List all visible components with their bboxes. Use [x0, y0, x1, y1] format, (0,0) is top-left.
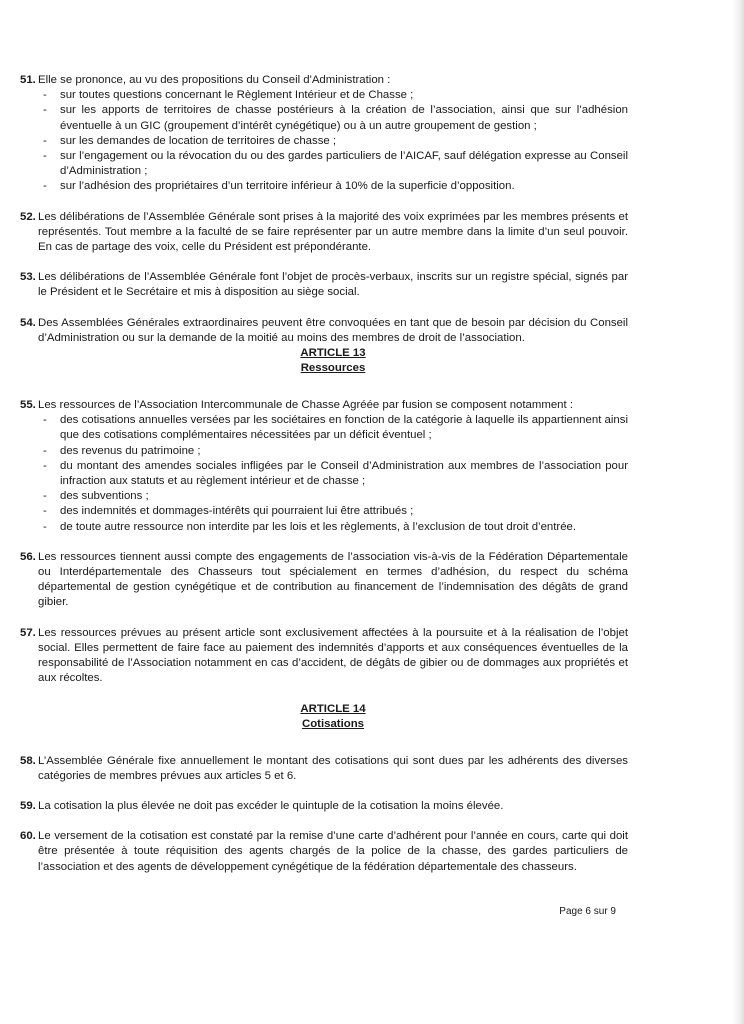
list-item: - sur les apports de territoires de chasse postérieurs à la création de l’association, ainsi que sur l’adhésion éventuelle à un GIC (groupement d’intérêt cynégétique) ou à un autre groupement de gestion ; [38, 103, 628, 133]
paragraph-number: 51. [20, 74, 36, 86]
paragraph-intro: Les ressources de l’Association Intercommunale de Chasse Agréée par fusion se composent notamment : [38, 399, 574, 412]
paragraph-60 [20, 829, 628, 875]
paragraph-text: La cotisation la plus élevée ne doit pas excéder le quintuple de la cotisation la moins élevée. [38, 799, 504, 812]
list-item: - des cotisations annuelles versées par les sociétaires en fonction de la catégorie à laquelle ils appartiennent ainsi que des cotisations complémentaires nécessitées par un déficit éventuel ; [38, 413, 628, 443]
paragraph-text: Des Assemblées Générales extraordinaires peuvent être convoquées en tant que de besoin par décision du Conseil d’Administration ou sur la demande de la moitié au moins des membres de droit de l’association. [38, 316, 628, 344]
paragraph-number: 56. [20, 550, 36, 563]
list-item: - des revenus du patrimoine ; [38, 444, 628, 459]
paragraph-number: 58. [20, 754, 36, 767]
paragraph-text: Le versement de la cotisation est constaté par la remise d’une carte d’adhérent pour l’année en cours, carte qui doit être présentée à toute réquisition des agents chargés de la police de la chasse, des gardes particuliers de l’association et des agents de développement cynégétique de la fédération départementale des chasseurs. [38, 830, 628, 873]
paragraph-number: 55. [20, 399, 36, 412]
paragraph-number: 57. [20, 626, 36, 639]
paragraph-text: Les ressources prévues au présent article sont exclusivement affectées à la poursuite et à la réalisation de l’objet social. Elles permettent de faire face au paiement des indemnités d’apports et aux conséquences éventuelles de la responsabilité de l’Association notamment en cas d’accident, de dégâts de gibier ou de dommages aux propriétés et aux récoltes. [38, 626, 628, 685]
paragraph-51 [20, 73, 628, 195]
paragraph-intro: Elle se prononce, au vu des propositions du Conseil d'Administration : [38, 74, 391, 86]
list-item: - du montant des amendes sociales infligées par le Conseil d’Administration aux membres de l’association pour infraction aux statuts et au règlement intérieur et de chasse ; [38, 459, 628, 489]
bullet-list [38, 413, 628, 535]
scan-edge-shadow [732, 0, 744, 1024]
paragraph-text: L’Assemblée Générale fixe annuellement le montant des cotisations qui sont dues par les adhérents des diverses catégories de membres prévues aux articles 5 et 6. [38, 754, 628, 782]
paragraph-number: 59. [20, 799, 36, 812]
list-item: - sur les demandes de location de territoires de chasse ; [38, 134, 628, 149]
article-13-title: ARTICLE 13 [300, 347, 366, 360]
list-item: - des indemnités et dommages-intérêts qui pourraient lui être attribués ; [38, 504, 628, 519]
paragraph-58 [20, 754, 628, 784]
list-item: - des subventions ; [38, 489, 628, 504]
bullet-list [38, 88, 628, 194]
paragraph-text: Les délibérations de l’Assemblée Générale font l’objet de procès-verbaux, inscrits sur un registre spécial, signés par le Président et le Secrétaire et mis à disposition au siège social. [38, 271, 628, 299]
paragraph-number: 60. [20, 830, 36, 843]
paragraph-number: 53. [20, 271, 36, 284]
list-item: - de toute autre ressource non interdite par les lois et les règlements, à l’exclusion de tout droit d’entrée. [38, 520, 628, 535]
list-item: - sur l’adhésion des propriétaires d’un territoire inférieur à 10% de la superficie d’opposition. [38, 179, 628, 194]
list-item: - sur l’engagement ou la révocation du ou des gardes particuliers de l’AICAF, sauf délégation expresse au Conseil d’Administration ; [38, 149, 628, 179]
paragraph-53 [20, 270, 628, 300]
page-number: Page 6 sur 9 [559, 906, 616, 917]
paragraph-56 [20, 550, 628, 611]
paragraph-number: 54. [20, 316, 36, 329]
document-body [20, 73, 628, 875]
paragraph-text: Les délibérations de l’Assemblée Générale sont prises à la majorité des voix exprimées par les membres présents et représentés. Tout membre a la faculté de se faire représenter par un autre membre dans la limite d’un seul pouvoir. En cas de partage des voix, celle du Président est prépondérante. [38, 210, 628, 254]
paragraph-52 [20, 210, 628, 256]
paragraph-54 [20, 316, 628, 346]
paragraph-57 [20, 626, 628, 687]
article-14-title: ARTICLE 14 [300, 702, 366, 715]
paragraph-59 [20, 799, 628, 814]
list-item: - sur toutes questions concernant le Règlement Intérieur et de Chasse ; [38, 88, 628, 103]
paragraph-text: Les ressources tiennent aussi compte des engagements de l’association vis-à-vis de la Fédération Départementale ou Interdépartementale des Chasseurs tout spécialement en termes d’adhésion, du respect du schéma départemental de gestion cynégétique et de contribution au financement de l’indemnisation des dégâts de grand gibier. [38, 550, 628, 609]
article-14-subtitle: Cotisations [301, 717, 365, 730]
paragraph-number: 52. [20, 210, 36, 223]
paragraph-55 [20, 398, 628, 535]
article-13-subtitle: Ressources [300, 362, 366, 375]
